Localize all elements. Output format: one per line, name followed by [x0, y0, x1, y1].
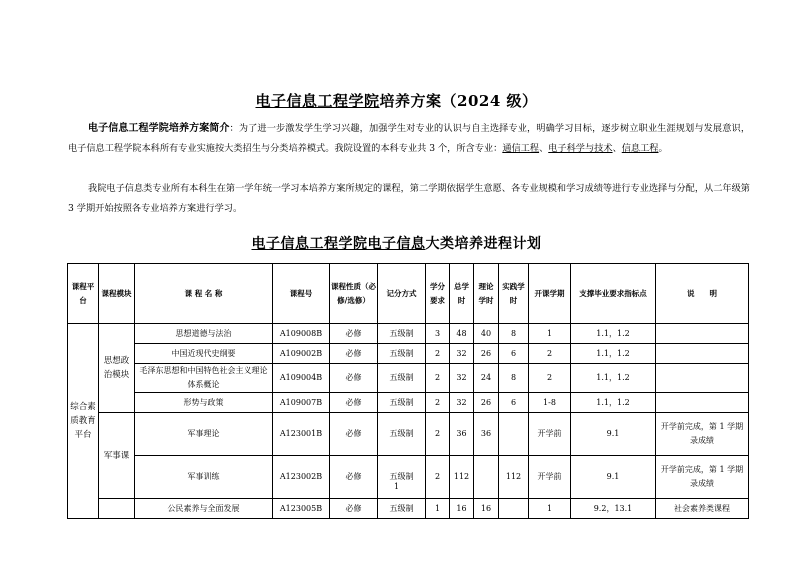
- course-practice: 8: [499, 324, 529, 344]
- course-notes: 开学前完成，第 1 学期录成绩: [656, 413, 749, 456]
- header-total-hours: 总学时: [450, 264, 474, 324]
- course-total: 48: [450, 324, 474, 344]
- course-notes: [656, 324, 749, 344]
- course-notes: 开学前完成，第 1 学期录成绩: [656, 456, 749, 499]
- course-credits: 2: [426, 413, 450, 456]
- table-row: [68, 393, 749, 413]
- course-theory: [474, 456, 499, 499]
- course-grading: 五级制: [378, 324, 426, 344]
- intro-colon: ：: [229, 123, 239, 134]
- course-indicators: 1.1，1.2: [571, 393, 656, 413]
- course-nature: 必修: [330, 364, 378, 393]
- training-plan-table: [67, 263, 749, 519]
- course-semester: 1-8: [529, 393, 571, 413]
- course-practice: 8: [499, 364, 529, 393]
- course-theory: 36: [474, 413, 499, 456]
- course-total: 32: [450, 364, 474, 393]
- header-credits: 学分要求: [426, 264, 450, 324]
- period: 。: [658, 143, 668, 154]
- course-practice: [499, 499, 529, 519]
- course-credits: 2: [426, 393, 450, 413]
- course-indicators: 1.1，1.2: [571, 364, 656, 393]
- course-nature: 必修: [330, 324, 378, 344]
- course-total: 32: [450, 344, 474, 364]
- separator: 、: [539, 143, 549, 154]
- course-semester: 1: [529, 499, 571, 519]
- header-grading: 记分方式: [378, 264, 426, 324]
- course-semester: 2: [529, 344, 571, 364]
- course-grading: 五级制: [378, 413, 426, 456]
- title-rest: 培养方案（2024 级）: [379, 92, 538, 110]
- course-code: A109002B: [273, 344, 330, 364]
- course-indicators: 9.1: [571, 456, 656, 499]
- course-theory: 26: [474, 393, 499, 413]
- course-grading: 五级制: [378, 344, 426, 364]
- header-nature: 课程性质（必修/选修）: [330, 264, 378, 324]
- course-name: 军事训练: [135, 456, 273, 499]
- course-code: A109008B: [273, 324, 330, 344]
- course-code: A123002B: [273, 456, 330, 499]
- course-name: 公民素养与全面发展: [135, 499, 273, 519]
- course-credits: 2: [426, 364, 450, 393]
- course-nature: 必修: [330, 456, 378, 499]
- course-notes: [656, 364, 749, 393]
- course-theory: 16: [474, 499, 499, 519]
- intro-lead: 电子信息工程学院培养方案简介: [88, 123, 230, 134]
- course-semester: 开学前: [529, 456, 571, 499]
- table-row: [68, 324, 749, 344]
- allocation-paragraph: 我院电子信息类专业所有本科生在第一学年统一学习本培养方案所规定的课程，第二学期依据学生意愿、各专业规模和学习成绩等进行专业选择与分配，从二年级第 3 学期开始按照各专业培养方案进行学习。: [68, 183, 750, 214]
- course-semester: 1: [529, 324, 571, 344]
- course-name: 军事理论: [135, 413, 273, 456]
- course-theory: 40: [474, 324, 499, 344]
- table-row: [68, 413, 749, 456]
- page-number: 1: [393, 482, 400, 491]
- course-grading: 五级制: [378, 393, 426, 413]
- header-platform: 课程平台: [68, 264, 99, 324]
- course-total: 112: [450, 456, 474, 499]
- course-notes: [656, 344, 749, 364]
- plan-title: [0, 233, 793, 253]
- plan-title-rest: 大类培养进程计划: [425, 236, 542, 252]
- course-practice: 6: [499, 344, 529, 364]
- platform-cell: 综合素质教育平台: [68, 324, 99, 519]
- header-indicators: 支撑毕业要求指标点: [571, 264, 656, 324]
- course-code: A109007B: [273, 393, 330, 413]
- course-code: A123005B: [273, 499, 330, 519]
- course-practice: 112: [499, 456, 529, 499]
- course-name: 思想道德与法治: [135, 324, 273, 344]
- title-college: 电子信息工程学院: [255, 92, 380, 110]
- course-semester: 2: [529, 364, 571, 393]
- course-nature: 必修: [330, 499, 378, 519]
- intro-text: 为了进一步激发学生学习兴趣，加强学生对专业的认识与自主选择专业，明确学习目标，逐步树立职业生涯规划与发展意识，电子信息工程学院本科所有专业实施按大类招生与分类培养模式。我院设置的本科专业共 3 个，所含专业：: [68, 123, 751, 154]
- header-module: 课程模块: [99, 264, 135, 324]
- course-credits: 2: [426, 344, 450, 364]
- course-indicators: 1.1，1.2: [571, 344, 656, 364]
- plan-title-category: 电子信息: [367, 236, 426, 252]
- separator: 、: [612, 143, 622, 154]
- major-link[interactable]: 信息工程: [621, 143, 659, 154]
- header-notes: 说 明: [656, 264, 749, 324]
- course-credits: 3: [426, 324, 450, 344]
- course-total: 36: [450, 413, 474, 456]
- course-code: A109004B: [273, 364, 330, 393]
- major-link[interactable]: 电子科学与技术: [548, 143, 613, 154]
- course-credits: 2: [426, 456, 450, 499]
- course-theory: 26: [474, 344, 499, 364]
- course-notes: [656, 393, 749, 413]
- table-header-row: [68, 264, 749, 324]
- header-name: 课 程 名 称: [135, 264, 273, 324]
- module-cell-politics: 思想政治模块: [99, 324, 135, 413]
- major-link[interactable]: 通信工程: [502, 143, 540, 154]
- course-theory: 24: [474, 364, 499, 393]
- module-cell-military: 军事课: [99, 413, 135, 499]
- course-grading: 五级制: [378, 364, 426, 393]
- course-semester: 开学前: [529, 413, 571, 456]
- header-theory-hours: 理论学时: [474, 264, 499, 324]
- header-practice-hours: 实践学时: [499, 264, 529, 324]
- course-practice: [499, 413, 529, 456]
- course-name: 中国近现代史纲要: [135, 344, 273, 364]
- course-indicators: 9.1: [571, 413, 656, 456]
- course-nature: 必修: [330, 393, 378, 413]
- course-grading: 五级制: [378, 456, 426, 499]
- document-title: [0, 90, 793, 111]
- table-row: [68, 456, 749, 499]
- course-notes: 社会素养类课程: [656, 499, 749, 519]
- course-name: 毛泽东思想和中国特色社会主义理论体系概论: [135, 364, 273, 393]
- course-credits: 1: [426, 499, 450, 519]
- header-semester: 开课学期: [529, 264, 571, 324]
- course-practice: 6: [499, 393, 529, 413]
- table-row: [68, 344, 749, 364]
- course-grading: 五级制: [378, 499, 426, 519]
- module-cell-empty: [99, 499, 135, 519]
- table-row: [68, 364, 749, 393]
- plan-title-college: 电子信息工程学院: [251, 236, 368, 252]
- intro-paragraph: [68, 119, 750, 159]
- course-total: 32: [450, 393, 474, 413]
- header-code: 课程号: [273, 264, 330, 324]
- course-name: 形势与政策: [135, 393, 273, 413]
- course-total: 16: [450, 499, 474, 519]
- course-nature: 必修: [330, 413, 378, 456]
- course-code: A123001B: [273, 413, 330, 456]
- course-nature: 必修: [330, 344, 378, 364]
- course-indicators: 1.1，1.2: [571, 324, 656, 344]
- table-row: [68, 499, 749, 519]
- course-indicators: 9.2，13.1: [571, 499, 656, 519]
